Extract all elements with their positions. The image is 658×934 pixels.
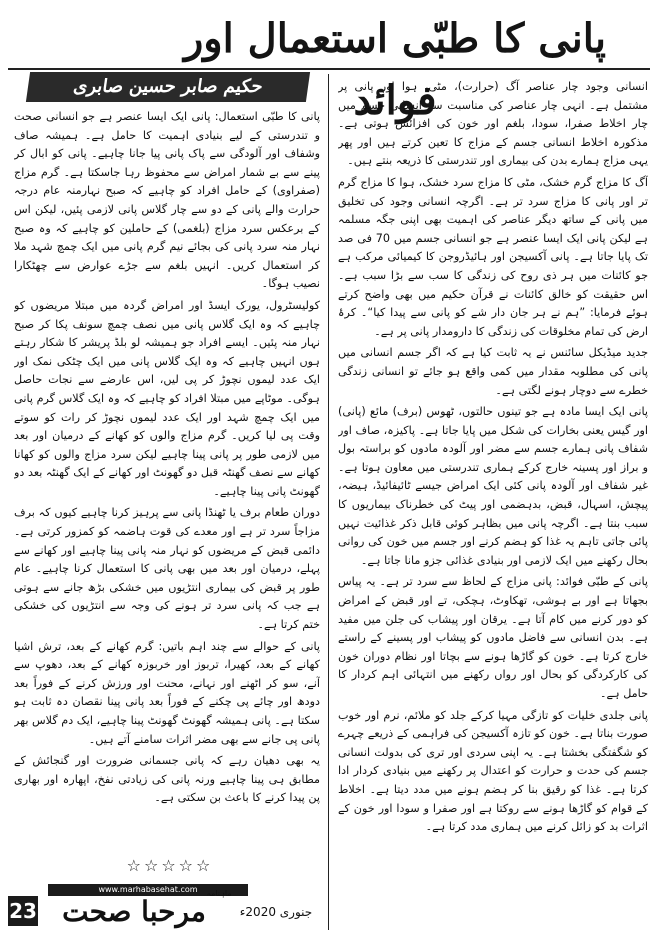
paragraph: دوران طعام برف یا ٹھنڈا پانی سے پرہیز کرنا چاہیے کیوں کہ برف مزاجاً سرد تر ہے اور معدے کی قوت ہاضمہ کو کمزور کرتی ہے۔ دائمی قبض کے مریضوں کو نہار منہ پانی پینا چاہیے اور کھانے سے پہلے، درمیان اور بعد میں بھی پانی کا استعمال کرنا چاہیے۔ عام طور پر قبض کی بیماری انتڑیوں میں خشکی بڑھ جانے سے ہوتی ہے جب کہ پانی سرد تر ہونے کی وجہ سے انتڑیوں کی خشکی ختم کرتا ہے۔	[14, 506, 320, 632]
paragraph: پانی کا طبّی استعمال: پانی ایک ایسا عنصر ہے جو انسانی صحت و تندرستی کے لیے بنیادی اہمیت کا حامل ہے۔ ہمیشہ صاف وشفاف اور آلودگی سے پاک پانی پیا جانا چاہیے۔ پانی کو ابال کر پینے سے بے شمار امراض سے محفوظ رہا جاسکتا ہے۔ گرم مزاج (صفراوی) کے حامل افراد کو چاہیے کہ صبح نہارمنہ عام درجہ حرارت والے پانی کے دو سے چار گلاس پانی لازمی پئیں، لیکن اس کے برعکس سرد مزاج (بلغمی) کے حاملین کو چاہیے کہ وہ صبح نہار منہ سرد پانی کی بجائے نیم گرم پانی میں ایک چمچ شہد ملا کر استعمال کریں۔ انہیں بلغم سے جڑے عوارض سے چھٹکارا نصیب ہوگا۔	[14, 110, 320, 291]
paragraph: پانی جلدی خلیات کو تازگی مہیا کرکے جلد کو ملائم، نرم اور خوب صورت بناتا ہے۔ خون کو تازہ آکسیجن کی فراہمی کے ذریعے چہرے کو شگفتگی بخشتا ہے۔ یہ اپنی سردی اور تری کی بدولت انسانی جسم کی حدت و حرارت کو اعتدال پر رکھنے میں بنیادی کردار ادا کرتا ہے۔ غذا کو رقیق بنا کر ہضم ہونے میں مدد دیتا ہے۔ اخلاط کے قوام کو گاڑھا ہونے سے روکتا ہے اور صفرا و سودا اور خون کے اثرات بد کو زائل کرنے میں ہماری مدد کرتا ہے۔	[338, 708, 648, 834]
article-left-column	[14, 108, 320, 808]
paragraph: انسانی وجود چار عناصر آگ (حرارت)، مٹی، ہوا اور پانی پر مشتمل ہے۔ انہی چار عناصر کی مناسبت سے انسانی جسم میں چار اخلاط صفرا، سودا، بلغم اور خون کی افزائش ہوتی ہے۔ مذکورہ اخلاط انسانی جسم کے مزاج کا تعین کرتے ہیں اور پھر یہی مزاج ہمارے بدن کی بیماری اور تندرستی کا ذریعہ بنتے ہیں۔	[338, 80, 648, 168]
paragraph: پانی ایک ایسا مادہ ہے جو تینوں حالتوں، ٹھوس (برف) مائع (پانی) اور گیس یعنی بخارات کی شکل میں پایا جاتا ہے۔ پاکیزہ، صاف اور شفاف پانی ہمارے جسم سے مضر اور آلودہ مادوں کو براستہ بول و براز اور پسینہ خارج کرکے ہماری تندرستی میں معاون ہوتا ہے۔ غیر شفاف اور آلودہ پانی کئی ایک امراض جیسے ٹائیفائیڈ، ہیضہ، پیچش، اسہال، قبض، بدہضمی اور پیٹ کی خطرناک بیماریوں کا سبب بنتا ہے۔ اگرچہ پانی میں بظاہر کوئی قابل ذکر غذائیت نہیں پائی جاتی تاہم یہ غذا کو ہضم کرنے اور جسم میں خون کی روانی بحال رکھنے میں ایک لازمی اور بنیادی غذائی جزو مانا جاتا ہے۔	[338, 405, 648, 567]
paragraph: جدید میڈیکل سائنس نے یہ ثابت کیا ہے کہ اگر جسم انسانی میں پانی کی مطلوبہ مقدار میں کمی واقع ہو جائے تو انسانی زندگی خطرے سے دوچار ہونے لگتی ہے۔	[338, 346, 648, 397]
paragraph: کولیسٹرول، یورک ایسڈ اور امراض گردہ میں مبتلا مریضوں کو چاہیے کہ وہ ایک گلاس پانی میں نصف چمچ سونف پکا کر صبح نہار منہ پئیں۔ ایسے افراد جو ہمیشہ لو بلڈ پریشر کا شکار رہتے ہوں انہیں چاہیے کہ وہ ایک گلاس پانی میں ایک چٹکی نمک اور ایک عدد لیموں نچوڑ کر پی لیں، اس عارضے سے نجات حاصل ہوگی۔ موٹاپے میں مبتلا افراد کو چاہیے کہ وہ ایک گلاس گرم پانی میں ایک چمچ شہد اور ایک عدد لیموں نچوڑ کر رات کو سوتے وقت پی لیا کریں۔ گرم مزاج والوں کو کھانے کے درمیان اور بعد میں لازمی طور پر پانی پینا چاہیے لیکن سرد مزاج والوں کو کھانا کھانے سے نصف گھنٹہ قبل دو گھونٹ اور کھانے کے ایک گھنٹہ بعد دو گھونٹ پانی پینا چاہیے۔	[14, 298, 320, 498]
page-number: 23	[8, 896, 38, 926]
column-divider	[328, 74, 329, 930]
issue-date: جنوری 2020ء	[239, 905, 313, 919]
author-name: حکیم صابر حسین صابری	[26, 72, 310, 102]
paragraph: یہ بھی دھیان رہے کہ پانی جسمانی ضرورت اور گنجائش کے مطابق ہی پینا چاہیے ورنہ پانی کی زیادتی نفخ، اپھارہ اور بھاری پن پیدا کرنے کا باعث بن سکتی ہے۔	[14, 754, 320, 805]
article-right-column	[338, 78, 648, 928]
magazine-logo: مرحبا صحت	[62, 895, 206, 928]
magazine-footer	[8, 884, 326, 930]
title-underline	[8, 68, 650, 70]
paragraph: پانی کے طبّی فوائد: پانی مزاج کے لحاظ سے سرد تر ہے۔ یہ پیاس بجھاتا ہے اور بے ہوشی، تھکاوٹ، ہچکی، تے اور قبض کے امراض کو دور کرنے میں کام آتا ہے۔ یرقان اور پیشاب کی جلن میں مفید ہے۔ بدن انسانی سے فاضل مادوں کو پیشاب اور پسینے کے راستے خارج کرتا ہے۔ خون کو گاڑھا ہونے سے بچاتا اور نظام دوران خون کی کارکردگی کو بحال اور رواں رکھنے میں انتہائی اہم کردار کا حامل ہے۔	[338, 575, 648, 700]
monthly-label: ماہنامہ	[206, 889, 232, 898]
paragraph: آگ کا مزاج گرم خشک، مٹی کا مزاج سرد خشک، ہوا کا مزاج گرم تر اور پانی کا مزاج سرد تر ہے۔ اگرچہ انسانی وجود کی تخلیق میں پانی کے ساتھ دیگر عناصر کی اہمیت بھی اپنی جگہ مسلمہ ہے لیکن پانی ایک ایسا عنصر ہے جو انسانی جسم میں 70 فی صد تک پایا جاتا ہے۔ پانی آکسیجن اور ہائیڈروجن کا کیمیائی مرکب ہے جو کائنات میں ہر ذی روح کی زندگی کا سب سے بڑا سبب ہے۔ اس حقیقت کو خالق کائنات نے قرآن حکیم میں بھی واضح کرتے ہوئے فرمایا: ”ہم نے ہر جان دار شے کو پانی سے پیدا کیا“۔ کرۂ ارض کی تمام مخلوقات کی زندگی کا دارومدار پانی پر ہے۔	[338, 175, 648, 338]
paragraph: پانی کے حوالے سے چند اہم باتیں: گرم کھانے کے بعد، ترش اشیا کھانے کے بعد، کھیرا، تربوز اور خربوزہ کھانے کے بعد، دھوپ سے آنے، سو کر اٹھنے اور نہانے، محنت اور ورزش کرنے کے فوراً بعد دودھ اور چائے پی چکنے کے فوراً بعد پانی پینا نقصان دہ ثابت ہو سکتا ہے۔ پانی ہمیشہ گھونٹ گھونٹ پینا چاہیے، ایک دم گلاس بھر پانی پی جانے سے بھی مضر اثرات سامنے آتے ہیں۔	[14, 639, 320, 746]
website-url[interactable]: www.marhabasehat.com	[48, 884, 248, 896]
page-title: پانی کا طبّی استعمال اور فوائد	[183, 15, 607, 124]
end-stars: ☆☆☆☆☆	[126, 856, 214, 875]
